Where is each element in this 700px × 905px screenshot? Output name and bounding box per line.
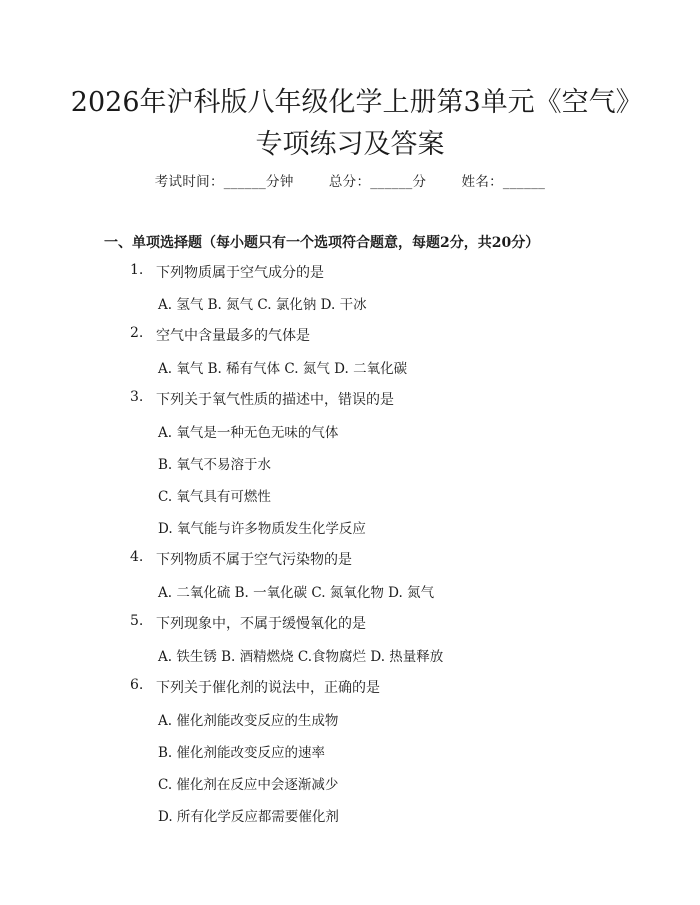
question-4-options: A. 二氧化硫 B. 一氧化碳 C. 氮氧化物 D. 氮气 xyxy=(158,585,435,601)
question-3-option-b: B. 氧气不易溶于水 xyxy=(158,457,272,473)
question-3-option-a: A. 氧气是一种无色无味的气体 xyxy=(158,425,339,441)
question-1-options: A. 氢气 B. 氮气 C. 氯化钠 D. 干冰 xyxy=(158,297,367,313)
total-score-field: 总分：______分 xyxy=(328,174,427,190)
section-heading: 一、单项选择题（每小题只有一个选项符合题意，每题2分，共20分） xyxy=(104,235,540,251)
question-number: 4. xyxy=(130,549,144,565)
question-text: 下列关于催化剂的说法中，正确的是 xyxy=(156,680,380,696)
question-5-options: A. 铁生锈 B. 酒精燃烧 C.食物腐烂 D. 热量释放 xyxy=(158,649,444,665)
question-number: 5. xyxy=(130,613,144,629)
exam-time-field: 考试时间：______分钟 xyxy=(154,174,294,190)
question-number: 3. xyxy=(130,389,144,405)
question-text: 下列物质属于空气成分的是 xyxy=(156,265,324,281)
question-6-option-b: B. 催化剂能改变反应的速率 xyxy=(158,745,326,761)
question-text: 下列现象中，不属于缓慢氧化的是 xyxy=(156,616,366,632)
question-2-options: A. 氧气 B. 稀有气体 C. 氮气 D. 二氧化碳 xyxy=(158,361,408,377)
question-6-option-c: C. 催化剂在反应中会逐渐减少 xyxy=(158,777,339,793)
question-number: 2. xyxy=(130,325,144,341)
question-number: 6. xyxy=(130,677,144,693)
question-3-option-c: C. 氧气具有可燃性 xyxy=(158,489,271,505)
question-3-option-d: D. 氧气能与许多物质发生化学反应 xyxy=(158,521,366,537)
question-number: 1. xyxy=(130,262,144,278)
question-text: 下列关于氧气性质的描述中，错误的是 xyxy=(156,392,394,408)
exam-meta-line xyxy=(0,170,700,190)
page-title: 2026年沪科版八年级化学上册第3单元《空气》专项练习及答案 xyxy=(70,87,630,160)
question-6-option-d: D. 所有化学反应都需要催化剂 xyxy=(158,809,339,825)
question-text: 下列物质不属于空气污染物的是 xyxy=(156,552,352,568)
question-text: 空气中含量最多的气体是 xyxy=(156,328,310,344)
name-field: 姓名：______ xyxy=(461,174,546,190)
question-6-option-a: A. 催化剂能改变反应的生成物 xyxy=(158,713,339,729)
